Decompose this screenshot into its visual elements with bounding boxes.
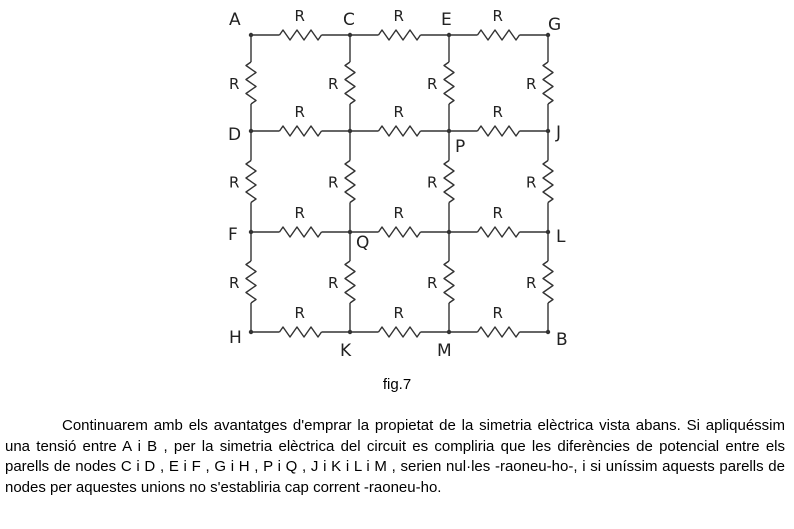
resistor-symbol bbox=[246, 161, 256, 203]
resistor-symbol bbox=[478, 30, 520, 40]
resistor-label: R bbox=[526, 75, 537, 93]
resistor-symbol bbox=[543, 161, 553, 203]
node-label-l: L bbox=[556, 227, 566, 247]
resistor-symbol bbox=[478, 227, 520, 237]
resistor-symbol bbox=[345, 62, 355, 104]
junction-dot bbox=[249, 230, 253, 234]
node-label-a: A bbox=[229, 10, 241, 30]
junction-dot bbox=[546, 230, 550, 234]
resistor-symbol bbox=[280, 126, 322, 136]
junction-dot bbox=[249, 129, 253, 133]
resistor-symbol bbox=[543, 62, 553, 104]
junction-dot bbox=[447, 33, 451, 37]
junction-dot bbox=[546, 129, 550, 133]
node-label-h: H bbox=[229, 328, 242, 348]
resistor-label: R bbox=[229, 75, 240, 93]
node-label-g: G bbox=[548, 15, 562, 35]
junction-dot bbox=[348, 230, 352, 234]
node-label-q: Q bbox=[356, 233, 370, 253]
resistor-label: R bbox=[492, 7, 503, 25]
resistor-symbol bbox=[444, 62, 454, 104]
resistor-symbol bbox=[280, 227, 322, 237]
node-label-f: F bbox=[228, 225, 238, 245]
resistor-symbol bbox=[478, 327, 520, 337]
resistor-label: R bbox=[393, 103, 404, 121]
resistor-symbol bbox=[246, 62, 256, 104]
resistor-symbol bbox=[280, 327, 322, 337]
circuit-wires bbox=[246, 30, 553, 337]
resistor-symbol bbox=[345, 161, 355, 203]
resistor-label: R bbox=[526, 173, 537, 192]
resistor-label: R bbox=[294, 204, 305, 222]
resistor-label: R bbox=[294, 103, 305, 121]
node-label-e: E bbox=[441, 10, 452, 30]
resistor-label: R bbox=[328, 173, 339, 192]
resistor-symbol bbox=[379, 126, 421, 136]
resistor-label: R bbox=[492, 304, 503, 322]
resistor-symbol bbox=[280, 30, 322, 40]
resistor-symbol bbox=[379, 30, 421, 40]
node-label-k: K bbox=[340, 341, 352, 361]
resistor-symbol bbox=[345, 261, 355, 303]
resistor-symbol bbox=[444, 161, 454, 203]
junction-dot bbox=[447, 230, 451, 234]
junction-dot bbox=[447, 129, 451, 133]
node-label-p: P bbox=[455, 137, 466, 157]
junction-dot bbox=[348, 330, 352, 334]
node-label-j: J bbox=[556, 123, 562, 143]
resistor-label: R bbox=[328, 274, 339, 292]
resistor-symbol bbox=[478, 126, 520, 136]
junction-dot bbox=[348, 129, 352, 133]
resistor-label: R bbox=[393, 7, 404, 25]
body-paragraph: Continuarem amb els avantatges d'emprar la propietat de la simetria elèctrica vista abans. Si apliquéssim una tensió entre A i B , per la simetria elèctrica del circuit es compliria que les diferències de potencial entre els parells de nodes C i D , E i F , G i H , P i Q , J i K i L i M , serien nul·les -raoneu-ho-, i si uníssim aquests parells de nodes per aquestes unions no s'establiria cap corrent -raoneu-ho. bbox=[5, 417, 785, 496]
resistor-symbol bbox=[246, 261, 256, 303]
junction-dot bbox=[249, 330, 253, 334]
resistor-symbol bbox=[379, 327, 421, 337]
junction-dot bbox=[447, 330, 451, 334]
resistor-label: R bbox=[229, 274, 240, 292]
junction-dot bbox=[546, 330, 550, 334]
resistor-label: R bbox=[526, 274, 537, 292]
resistor-label: R bbox=[492, 103, 503, 121]
node-label-b: B bbox=[556, 330, 568, 350]
resistor-label: R bbox=[427, 75, 438, 93]
resistor-label: R bbox=[427, 173, 438, 192]
resistor-label: R bbox=[229, 173, 240, 192]
resistor-symbol bbox=[379, 227, 421, 237]
junction-dot bbox=[348, 33, 352, 37]
node-label-c: C bbox=[343, 10, 355, 30]
node-label-d: D bbox=[228, 125, 242, 145]
resistor-label: R bbox=[328, 75, 339, 93]
resistor-label: R bbox=[294, 304, 305, 322]
node-label-m: M bbox=[437, 341, 452, 361]
junction-dot bbox=[249, 33, 253, 37]
resistor-labels bbox=[229, 7, 536, 322]
resistor-label: R bbox=[294, 7, 305, 25]
resistor-symbol bbox=[444, 261, 454, 303]
resistor-label: R bbox=[427, 274, 438, 292]
resistor-symbol bbox=[543, 261, 553, 303]
figure-caption: fig.7 bbox=[382, 376, 412, 393]
resistor-label: R bbox=[393, 204, 404, 222]
resistor-label: R bbox=[393, 304, 404, 322]
resistor-label: R bbox=[492, 204, 503, 222]
